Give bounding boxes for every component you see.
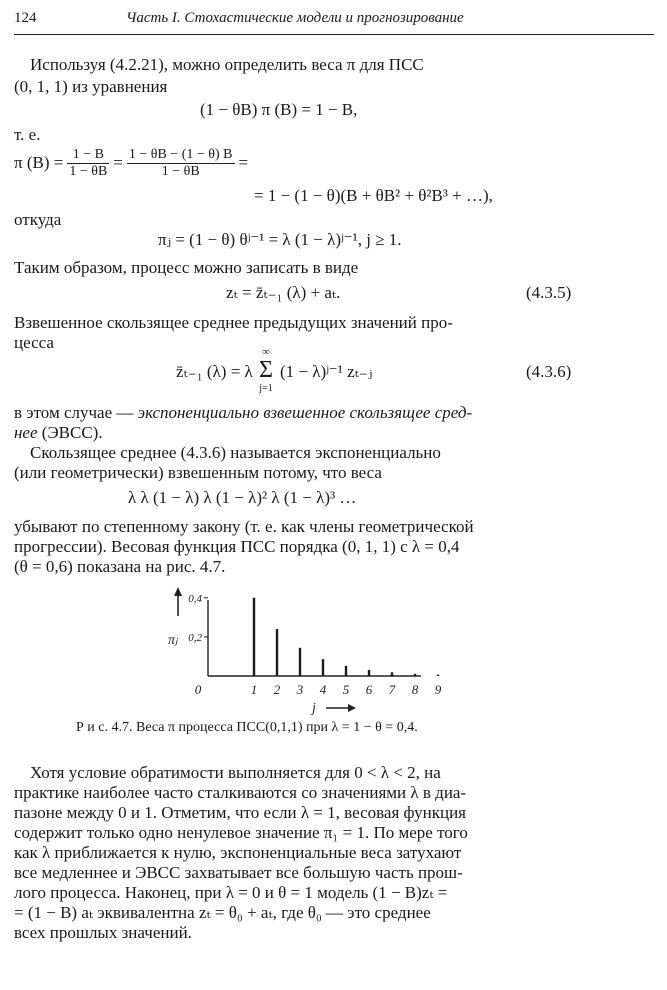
sum-upper-limit: ∞ bbox=[262, 346, 270, 358]
y-axis-label: πⱼ bbox=[168, 633, 178, 648]
paragraph-7-line-7: лого процесса. Наконец, при λ = 0 и θ = 1 модель (1 − B)zₜ = bbox=[14, 883, 448, 902]
sum-lower-limit: j=1 bbox=[259, 383, 273, 394]
sum-symbol: Σ bbox=[259, 357, 273, 383]
equation-2 bbox=[14, 144, 248, 182]
equation-2-fraction-2 bbox=[127, 147, 235, 180]
x-tick-label: 5 bbox=[342, 682, 350, 697]
figure-caption: Р и с. 4.7. Веса π процесса ПСС(0,1,1) при λ = 1 − θ = 0,4. bbox=[76, 720, 418, 735]
equation-2-equals: = bbox=[113, 153, 123, 172]
paragraph-4-line-2-b: (ЭВСС). bbox=[37, 423, 103, 442]
fraction-1-denominator: 1 − θB bbox=[69, 163, 108, 179]
paragraph-4-line-1 bbox=[14, 402, 472, 423]
equation-6-lhs: z̄ₜ₋₁ (λ) = λ bbox=[176, 362, 253, 381]
equation-5: zₜ = z̄ₜ₋₁ (λ) + aₜ. bbox=[226, 283, 341, 302]
equation-2-equals-2: = bbox=[238, 153, 249, 172]
y-tick-label: 0,4 bbox=[188, 592, 202, 605]
paragraph-7-line-9: всех прошлых значений. bbox=[14, 923, 192, 942]
x-tick-label: 1 bbox=[250, 682, 258, 697]
te-label: т. е. bbox=[14, 125, 41, 144]
equation-3: = 1 − (1 − θ)(B + θB² + θ²B³ + …), bbox=[254, 186, 493, 205]
paragraph-4-line-2-a: нее bbox=[14, 423, 38, 442]
paragraph-7-line-3: пазоне между 0 и 1. Отметим, что если λ = 1, весовая функция bbox=[14, 803, 466, 822]
x-axis-arrow-head bbox=[348, 704, 356, 712]
paragraph-5-line-1: Скользящее среднее (4.3.6) называется экспоненциально bbox=[30, 443, 441, 462]
paragraph-4-line-2 bbox=[14, 422, 103, 443]
x-tick-label: 7 bbox=[388, 682, 396, 697]
paragraph-6-line-3: (θ = 0,6) показана на рис. 4.7. bbox=[14, 557, 226, 576]
paragraph-7-line-6: все медленнее и ЭВСС захватывает все большую часть прош- bbox=[14, 863, 463, 882]
equation-1: (1 − θB) π (B) = 1 − B, bbox=[200, 100, 358, 119]
equation-6-rhs: (1 − λ)ʲ⁻¹ zₜ₋ⱼ bbox=[280, 362, 373, 381]
paragraph-2: Таким образом, процесс можно записать в виде bbox=[14, 258, 359, 277]
paragraph-5-line-2: (или геометрически) взвешенным потому, что веса bbox=[14, 463, 382, 482]
fraction-2-denominator: 1 − θB bbox=[127, 163, 235, 180]
otkuda-label: откуда bbox=[14, 210, 62, 229]
paragraph-1-line-1: Используя (4.2.21), можно определить веса π для ПСС bbox=[30, 55, 424, 74]
figure-4-7-chart bbox=[150, 578, 450, 718]
paragraph-6-line-1: убывают по степенному закону (т. е. как члены геометрической bbox=[14, 517, 474, 536]
equation-4: πⱼ = (1 − θ) θʲ⁻¹ = λ (1 − λ)ʲ⁻¹, j ≥ 1. bbox=[158, 230, 402, 249]
paragraph-7-line-5: как λ приближается к нулю, экспоненциальные веса затухают bbox=[14, 843, 462, 862]
x-tick-label: 4 bbox=[319, 682, 327, 697]
paragraph-7-line-2: практике наиболее часто сталкиваются со значениями λ в диа- bbox=[14, 783, 467, 802]
header-rule bbox=[14, 34, 654, 35]
y-tick-label: 0,2 bbox=[188, 631, 202, 644]
running-title: Часть I. Стохастические модели и прогнозирование bbox=[126, 10, 464, 26]
x-axis-label: j bbox=[312, 701, 316, 716]
paragraph-1-line-2: (0, 1, 1) из уравнения bbox=[14, 77, 168, 96]
equation-5-number: (4.3.5) bbox=[526, 283, 572, 302]
equation-2-fraction-1 bbox=[67, 147, 109, 180]
x-tick-label: 3 bbox=[296, 682, 304, 697]
fraction-1-numerator: 1 − B bbox=[72, 146, 104, 162]
paragraph-7-line-8: = (1 − B) aₜ эквивалентна zₜ = θ₀ + aₜ, где θ₀ — это среднее bbox=[14, 903, 431, 922]
fraction-2-numerator: 1 − θB − (1 − θ) B bbox=[128, 146, 233, 162]
equation-6-number: (4.3.6) bbox=[526, 362, 572, 381]
running-header bbox=[14, 8, 654, 32]
x-tick-label: 0 bbox=[194, 682, 202, 697]
x-tick-label: 8 bbox=[411, 682, 419, 697]
paragraph-3-line-1: Взвешенное скользящее среднее предыдущих значений про- bbox=[14, 313, 453, 332]
x-tick-label: 2 bbox=[273, 682, 281, 697]
paragraph-4-line-1-b: экспоненциально взвешенное скользящее сред- bbox=[137, 403, 473, 422]
x-tick-label: 9 bbox=[434, 682, 442, 697]
equation-2-lhs: π (B) = bbox=[14, 153, 64, 172]
paragraph-4-line-1-a: в этом случае — bbox=[14, 403, 138, 422]
x-tick-label: 6 bbox=[365, 682, 373, 697]
paragraph-3-line-2: цесса bbox=[14, 333, 54, 352]
y-axis-arrow-head bbox=[174, 587, 182, 596]
equation-7: λ λ (1 − λ) λ (1 − λ)² λ (1 − λ)³ … bbox=[128, 488, 357, 507]
paragraph-7-line-4: содержит только одно ненулевое значение π₁ = 1. По мере того bbox=[14, 823, 468, 842]
paragraph-7-line-1: Хотя условие обратимости выполняется для 0 < λ < 2, на bbox=[30, 763, 441, 782]
paragraph-6-line-2: прогрессии). Весовая функция ПСС порядка (0, 1, 1) с λ = 0,4 bbox=[14, 537, 460, 556]
page-number: 124 bbox=[14, 10, 37, 26]
